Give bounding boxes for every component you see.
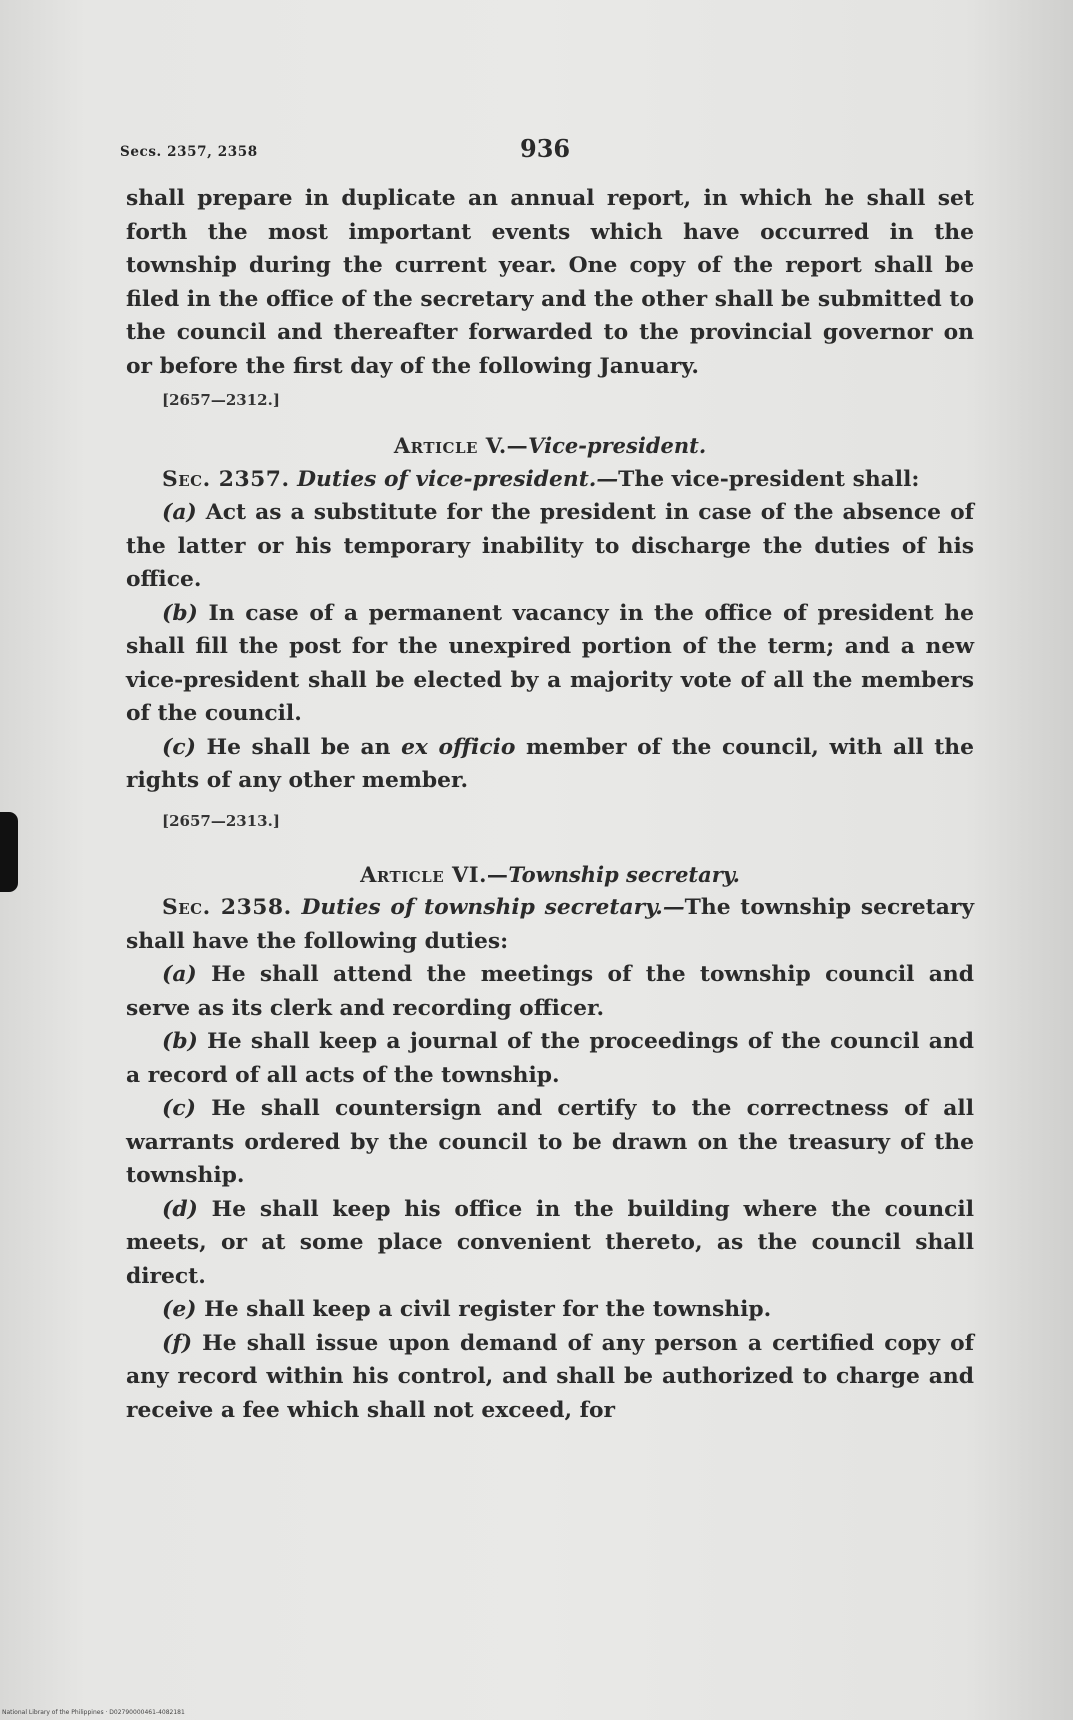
clause-text: member of the council, with all the rights of any other member. [126,734,974,793]
section-label: Sec. 2357. [162,466,290,492]
scan-footer: National Library of the Philippines · D02790000461-4082181 [2,1709,185,1716]
clause-text: He shall be an [206,734,391,760]
clause-letter: (b) [162,1029,198,1054]
clause [126,597,974,731]
article-title: Vice-president. [528,433,707,458]
clause-text: Act as a substitute for the president in case of the absence of the latter or his temporary inability to discharge the duties of his office. [126,500,974,592]
clause [126,1293,974,1327]
clause-letter: (a) [162,962,197,987]
binding-margin-mark [0,812,18,892]
page-header [120,134,980,174]
clause-letter: (e) [162,1297,197,1322]
article-v-heading [126,429,974,463]
clause [126,1327,974,1428]
article-title: Township secretary. [508,861,740,887]
clause-letter: (f) [162,1330,193,1356]
section-title: Duties of vice-president.— [297,466,619,492]
section-intro-text: The vice-president shall: [618,466,920,492]
clause-letter: (c) [162,734,196,760]
article-label: Article VI.— [360,861,509,887]
clause-text: He shall issue upon demand of any person a certified copy of any record within his control, and shall be authorized to charge and receive a fee which shall not exceed, for [126,1330,974,1423]
clause-letter: (b) [162,600,198,626]
clause-text: He shall keep a journal of the proceedings of the council and a record of all acts of the township. [126,1029,974,1088]
clause [126,1025,974,1092]
clause-italic-term: ex officio [401,734,516,760]
clause-letter: (d) [162,1196,198,1222]
section-reference: Secs. 2357, 2358 [120,144,258,160]
section-label: Sec. 2358. [162,895,292,920]
clause-text: He shall attend the meetings of the township council and serve as its clerk and recording officer. [126,962,974,1021]
clause [126,731,974,798]
article-label: Article V.— [393,433,529,458]
body-text [126,182,974,1427]
clause-text: He shall keep a civil register for the township. [204,1297,772,1322]
clause-text: In case of a permanent vacancy in the office of president he shall fill the post for the unexpired portion of the term; and a new vice-president shall be elected by a majority vote of all the members of the council. [126,600,975,726]
section-title: Duties of township secretary.— [301,895,685,920]
clause-text: He shall countersign and certify to the correctness of all warrants ordered by the council to be drawn on the treasury of the township. [126,1096,974,1188]
clause-letter: (a) [162,500,197,525]
clause [126,496,974,597]
clause [126,1193,974,1294]
clause-letter: (c) [162,1096,196,1121]
intro-paragraph: shall prepare in duplicate an annual report, in which he shall set forth the most important events which have occurred in the township during the current year. One copy of the report shall be filed in the office of the secretary and the other shall be submitted to the council and thereafter forwarded to the provincial governor on or before the first day of the following January. [126,186,974,379]
citation: [2657—2313.] [162,811,280,830]
clause [126,958,974,1025]
clause-text: He shall keep his office in the building where the council meets, or at some place convenient thereto, as the council shall direct. [126,1196,974,1289]
article-vi-heading [126,858,974,892]
clause [126,1092,974,1193]
section-2358-intro [126,891,974,958]
citation: [2657—2312.] [162,391,280,409]
section-2357-intro [126,463,974,497]
section-intro-text: The township secretary shall have the following duties: [126,895,975,954]
page-number: 936 [520,134,571,163]
